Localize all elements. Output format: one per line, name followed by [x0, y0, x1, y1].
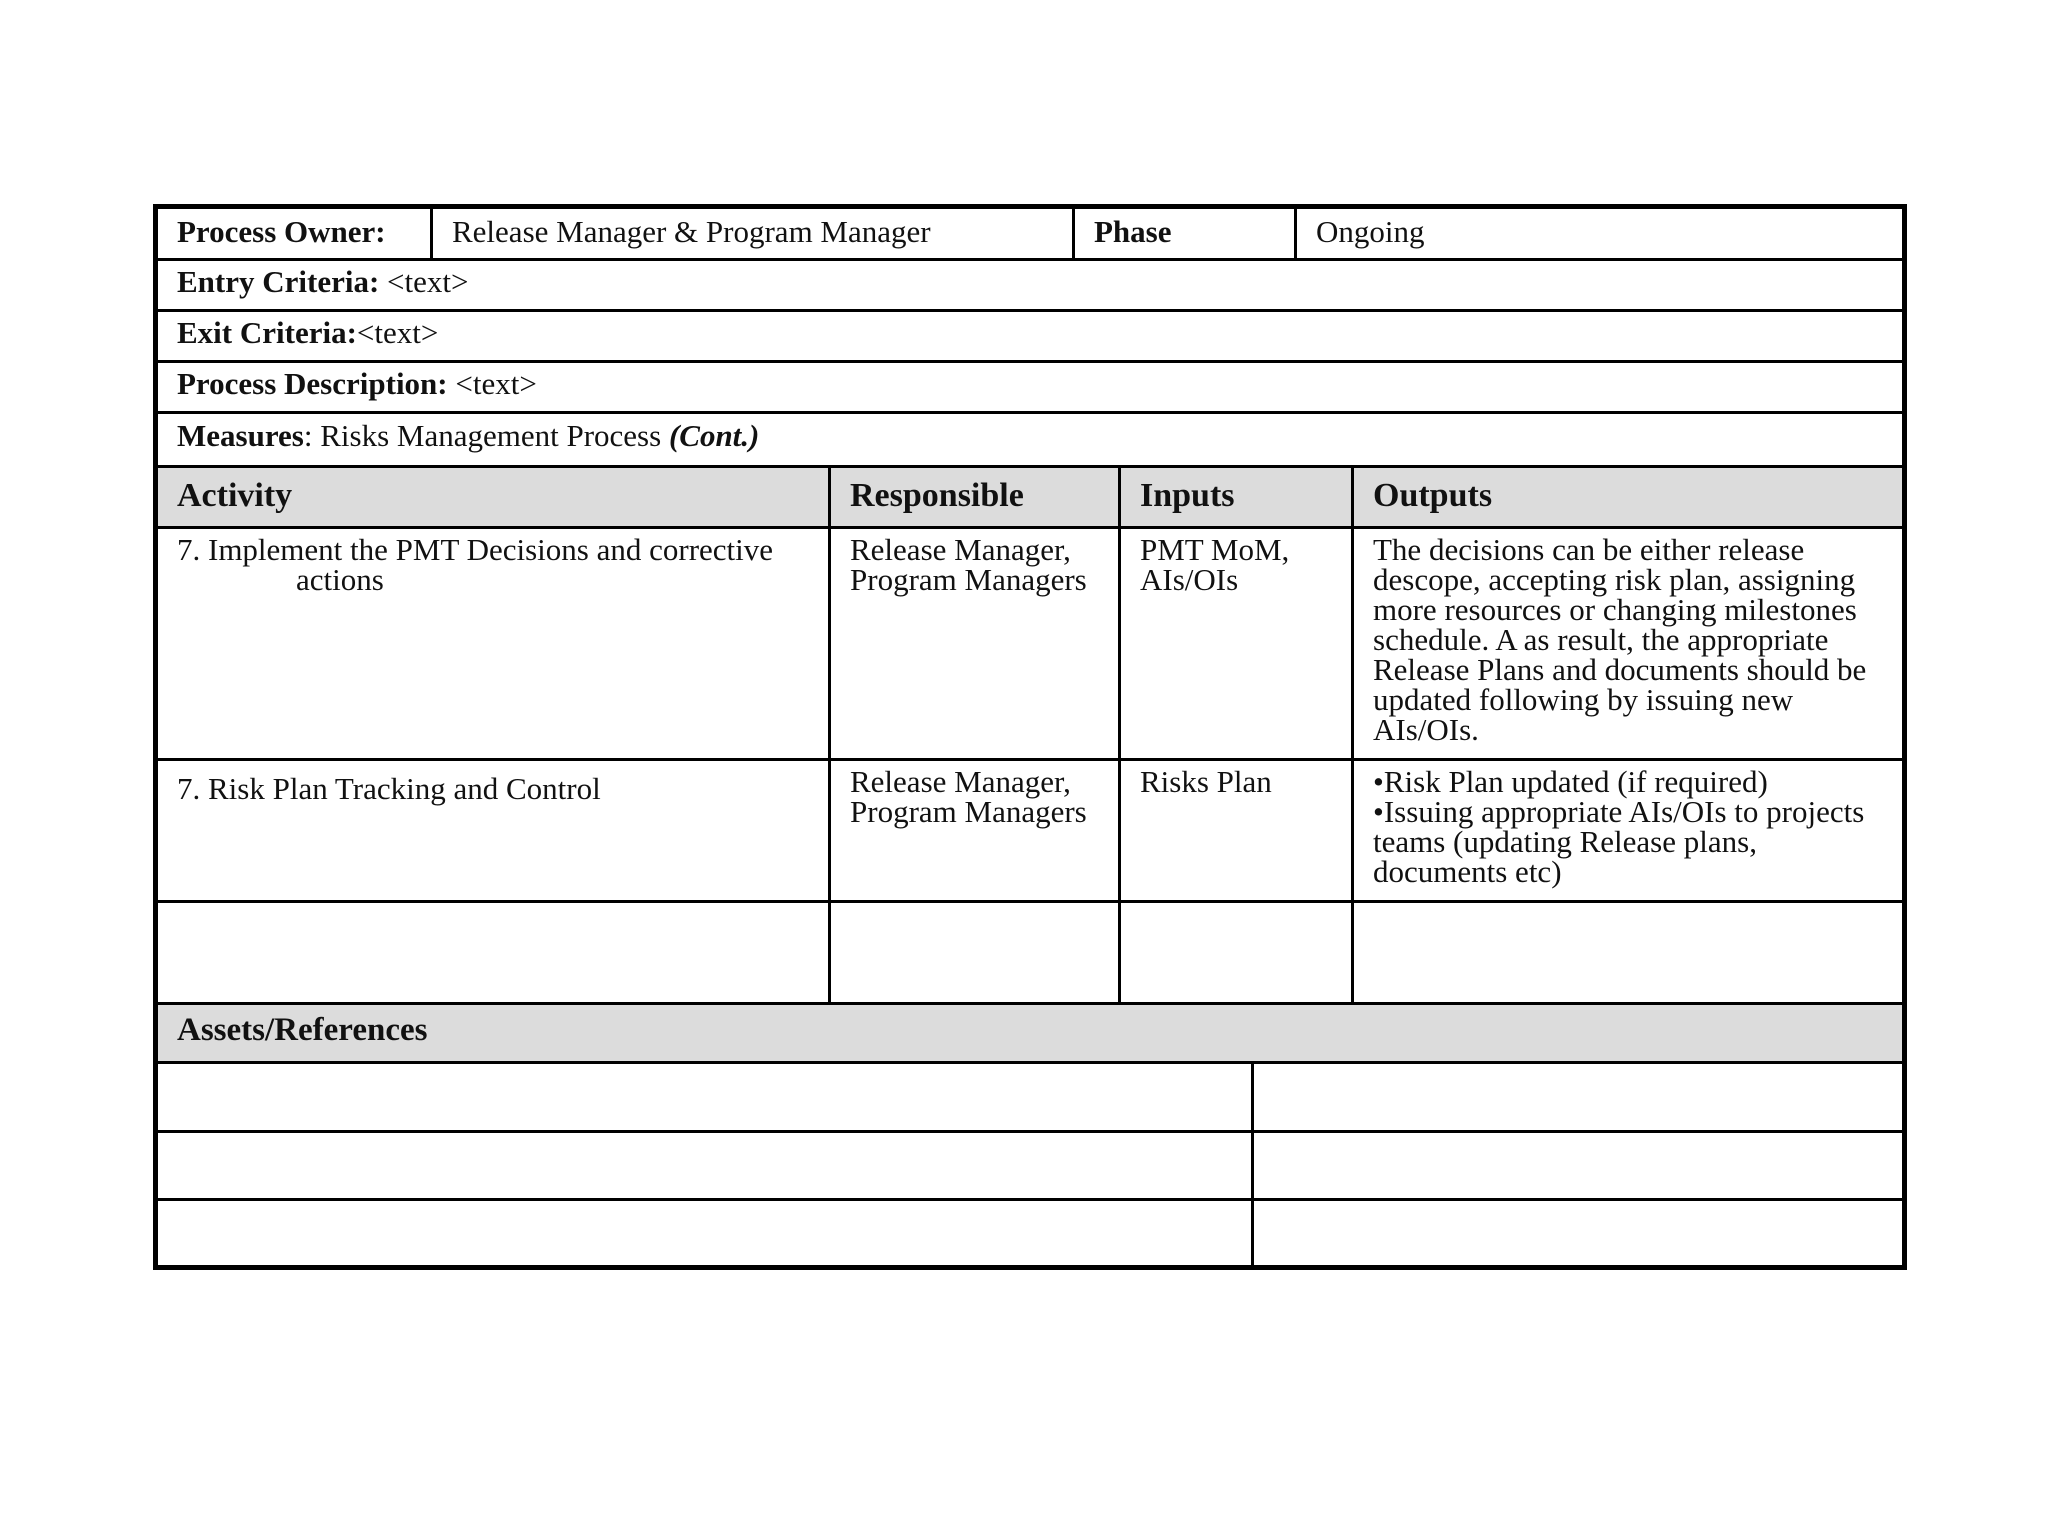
column-header-activity: Activity: [177, 477, 293, 514]
table-row-inputs: [1121, 764, 1351, 799]
table-row-inputs: [1121, 532, 1351, 597]
row-divider: [158, 758, 1902, 761]
outputs-text-line: teams (updating Release plans,: [1373, 824, 1757, 859]
table-row-responsible: [831, 764, 1118, 829]
column-divider: [1251, 1061, 1254, 1270]
measures-value: : Risks Management Process: [303, 418, 669, 453]
row-divider: [158, 1130, 1902, 1133]
table-row-responsible: [831, 532, 1118, 597]
measures-label: Measures: [177, 418, 304, 453]
assets-references-title: Assets/References: [177, 1012, 428, 1048]
process-description-value: <text>: [447, 366, 537, 401]
table-row-outputs: [1354, 532, 1902, 747]
responsible-text-line: Release Manager,: [850, 532, 1071, 567]
entry-criteria: [158, 264, 1898, 299]
process-owner-label: Process Owner:: [177, 214, 386, 249]
measures-cont: (Cont.): [668, 418, 760, 453]
entry-criteria-value: <text>: [379, 264, 469, 299]
process-description-label: Process Description:: [177, 366, 448, 401]
row-divider: [158, 1198, 1902, 1201]
responsible-text-line: Program Managers: [850, 794, 1087, 829]
row-divider: [158, 309, 1902, 312]
outputs-text-line: more resources or changing milestones: [1373, 592, 1857, 627]
row-divider: [158, 465, 1902, 468]
inputs-text-line: PMT MoM,: [1140, 532, 1290, 567]
exit-criteria-label: Exit Criteria:: [177, 315, 357, 350]
inputs-text-line: AIs/OIs: [1140, 562, 1239, 597]
outputs-text-line: descope, accepting risk plan, assigning: [1373, 562, 1856, 597]
outputs-text-line: Release Plans and documents should be: [1373, 652, 1867, 687]
activity-text-line: actions: [296, 562, 384, 597]
exit-criteria: [158, 315, 1898, 350]
responsible-text-line: Release Manager,: [850, 764, 1071, 799]
outputs-text-line: AIs/OIs.: [1373, 712, 1479, 747]
column-header-inputs: Inputs: [1140, 477, 1235, 514]
table-row-outputs: [1354, 764, 1902, 889]
row-divider: [158, 258, 1902, 261]
row-divider: [158, 1061, 1902, 1064]
outputs-text-line: documents etc): [1373, 854, 1562, 889]
outputs-text-line: •Issuing appropriate AIs/OIs to projects: [1373, 794, 1865, 829]
row-divider: [158, 900, 1902, 903]
row-divider: [158, 526, 1902, 529]
outputs-text-line: updated following by issuing new: [1373, 682, 1794, 717]
process-table: [153, 204, 1907, 1270]
column-header-responsible: Responsible: [850, 477, 1024, 514]
table-row-activity: [158, 771, 828, 806]
process-owner-value: Release Manager & Program Manager: [452, 214, 931, 249]
phase-value: Ongoing: [1316, 214, 1425, 249]
exit-criteria-value: <text>: [356, 315, 439, 350]
phase-label: Phase: [1094, 214, 1172, 249]
row-divider: [158, 360, 1902, 363]
activity-text-line: 7. Implement the PMT Decisions and corrective: [177, 532, 774, 567]
column-header-outputs: Outputs: [1373, 477, 1493, 514]
measures: [158, 418, 1898, 453]
table-row-activity: [158, 532, 828, 597]
entry-criteria-label: Entry Criteria:: [177, 264, 380, 299]
responsible-text-line: Program Managers: [850, 562, 1087, 597]
row-divider: [158, 411, 1902, 414]
row-divider: [158, 1002, 1902, 1005]
activity-text-line: 7. Risk Plan Tracking and Control: [177, 771, 601, 806]
process-description: [158, 366, 1898, 401]
outputs-text-line: The decisions can be either release: [1373, 532, 1805, 567]
inputs-text-line: Risks Plan: [1140, 764, 1272, 799]
outputs-text-line: schedule. A as result, the appropriate: [1373, 622, 1829, 657]
outputs-text-line: •Risk Plan updated (if required): [1373, 764, 1768, 799]
